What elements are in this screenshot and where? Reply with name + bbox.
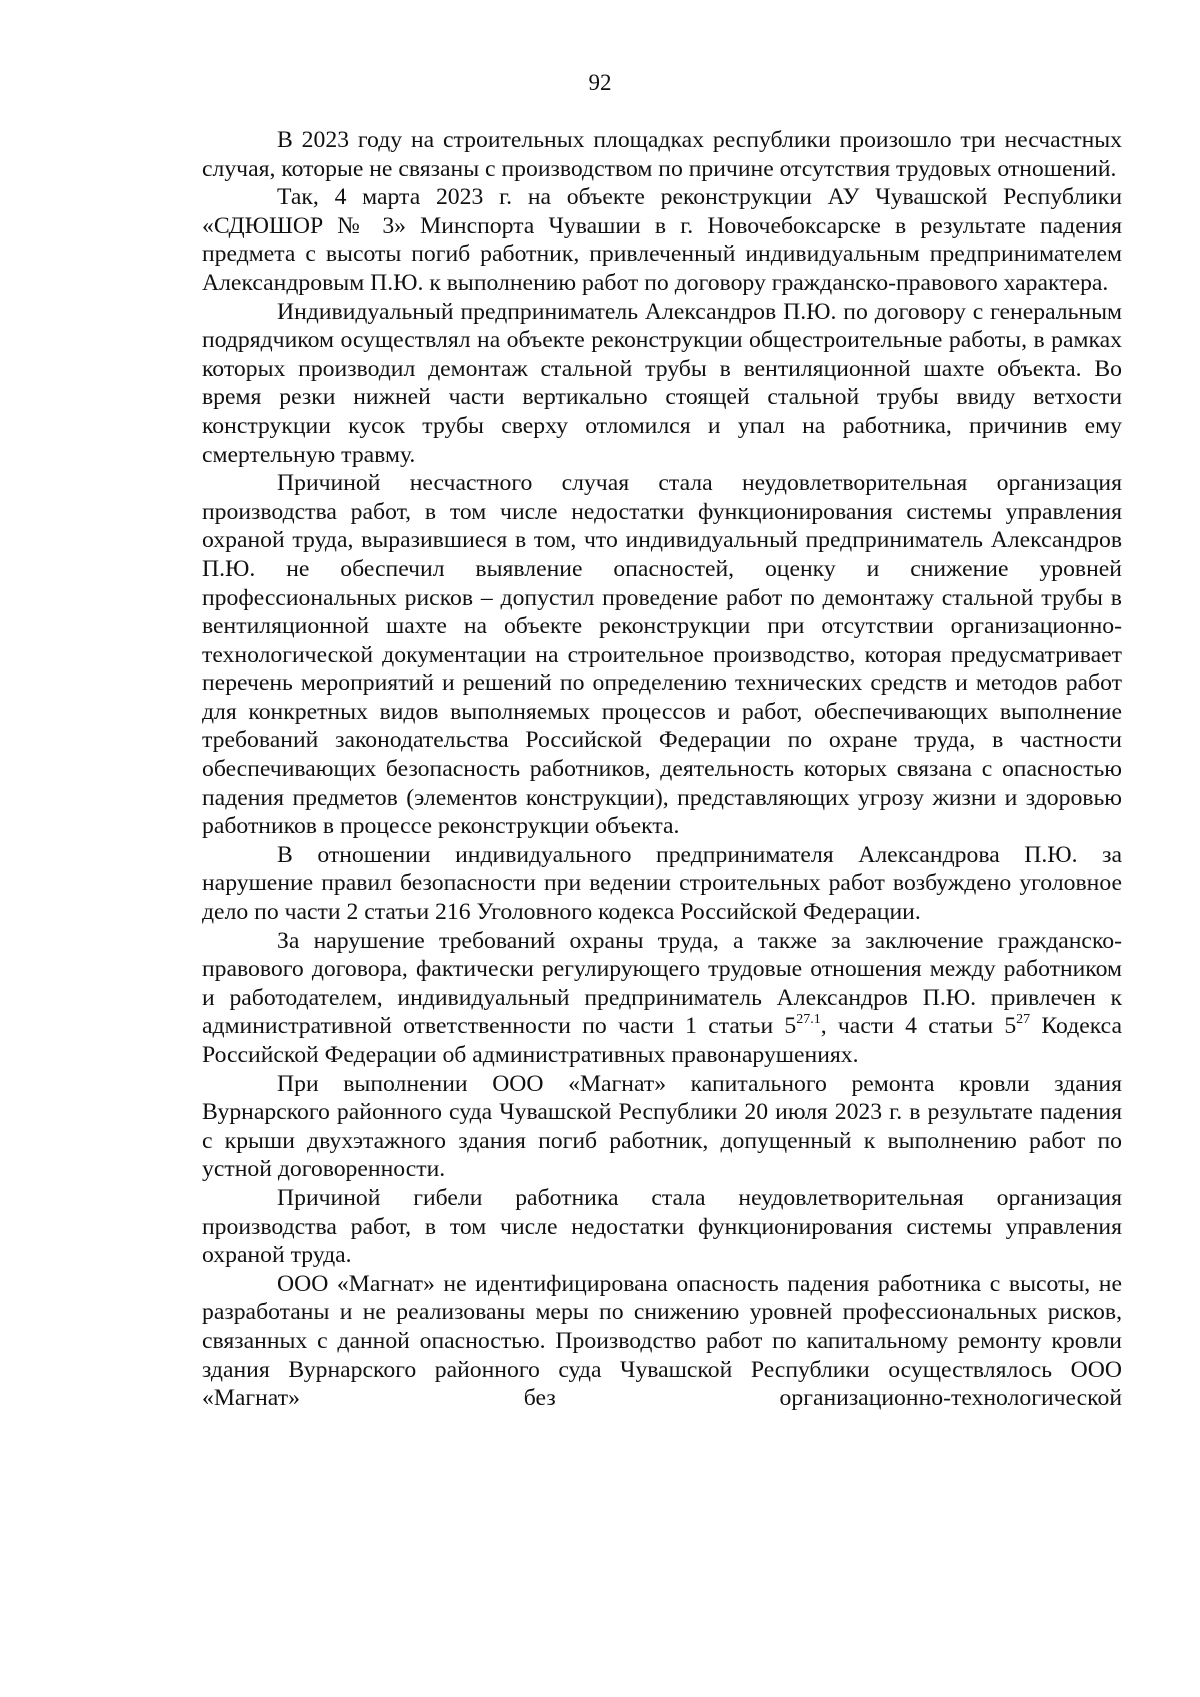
paragraph-2: Так, 4 марта 2023 г. на объекте реконструкции АУ Чувашской Республики «СДЮШОР № 3» Минспорта Чувашии в г. Новочебоксарске в результате падения предмета с высоты погиб работник, привлеченный индивидуальным предпринимателем Александровым П.Ю. к выполнению работ по договору гражданско-правового характера. [202, 184, 1122, 296]
paragraph-7: При выполнении ООО «Магнат» капитального ремонта кровли здания Вурнарского районного суда Чувашской Республики 20 июля 2023 г. в результате падения с крыши двухэтажного здания погиб работник, допущенный к выполнению работ по устной договоренности. [202, 1070, 1122, 1183]
article-superscript-27-1: 27.1 [796, 1012, 821, 1028]
paragraph-3: Индивидуальный предприниматель Александров П.Ю. по договору с генеральным подрядчиком осуществлял на объекте реконструкции общестроительные работы, в рамках которых производил демонтаж стальной трубы в вентиляционной шахте объекта. Во время резки нижней части вертикально стоящей стальной трубы ввиду ветхости конструкции кусок трубы сверху отломился и упал на работника, причинив ему смертельную травму. [202, 298, 1122, 468]
article-superscript-27: 27 [1016, 1012, 1031, 1028]
paragraph-6 [202, 927, 1122, 1070]
paragraph-5: В отношении индивидуального предпринимателя Александрова П.Ю. за нарушение правил безопасности при ведении строительных работ возбуждено уголовное дело по части 2 статьи 216 Уголовного кодекса Российской Федерации. [202, 841, 1122, 926]
paragraph-9: ООО «Магнат» не идентифицирована опасность падения работника с высоты, не разработаны и не реализованы меры по снижению уровней профессиональных рисков, связанных с данной опасностью. Производство работ по капитальному ремонту кровли здания Вурнарского районного суда Чувашской Республики осуществлялось ООО «Магнат» без организационно-технологической [202, 1270, 1122, 1412]
paragraph-8: Причиной гибели работника стала неудовлетворительная организация производства работ, в том числе недостатки функционирования системы управления охраной труда. [202, 1184, 1122, 1269]
paragraph-6-part-c: Кодекса Российской Федерации об административных правонарушениях. [202, 1013, 1122, 1068]
paragraph-6-part-b: , части 4 статьи 5 [820, 1013, 1017, 1040]
paragraph-1: В 2023 году на строительных площадках республики произошло три несчастных случая, которые не связаны с производством по причине отсутствия трудовых отношений. [202, 127, 1122, 182]
page-number: 92 [588, 70, 612, 95]
paragraph-6-part-a: За нарушение требований охраны труда, а также за заключение гражданско-правового договора, фактически регулирующего трудовые отношения между работником и работодателем, индивидуальный предприниматель Александров П.Ю. привлечен к административной ответственности по части 1 статьи 5 [202, 927, 1122, 1040]
document-body [202, 126, 1122, 1413]
paragraph-4: Причиной несчастного случая стала неудовлетворительная организация производства работ, в том числе недостатки функционирования системы управления охраной труда, выразившиеся в том, что индивидуальный предприниматель Александров П.Ю. не обеспечил выявление опасностей, оценку и снижение уровней профессиональных рисков – допустил проведение работ по демонтажу стальной трубы в вентиляционной шахте на объекте реконструкции при отсутствии организационно-технологической документации на строительное производство, которая предусматривает перечень мероприятий и решений по определению технических средств и методов работ для конкретных видов выполняемых процессов и работ, обеспечивающих выполнение требований законодательства Российской Федерации по охране труда, в частности обеспечивающих безопасность работников, деятельность которых связана с опасностью падения предметов (элементов конструкции), представляющих угрозу жизни и здоровью работников в процессе реконструкции объекта. [202, 470, 1122, 840]
